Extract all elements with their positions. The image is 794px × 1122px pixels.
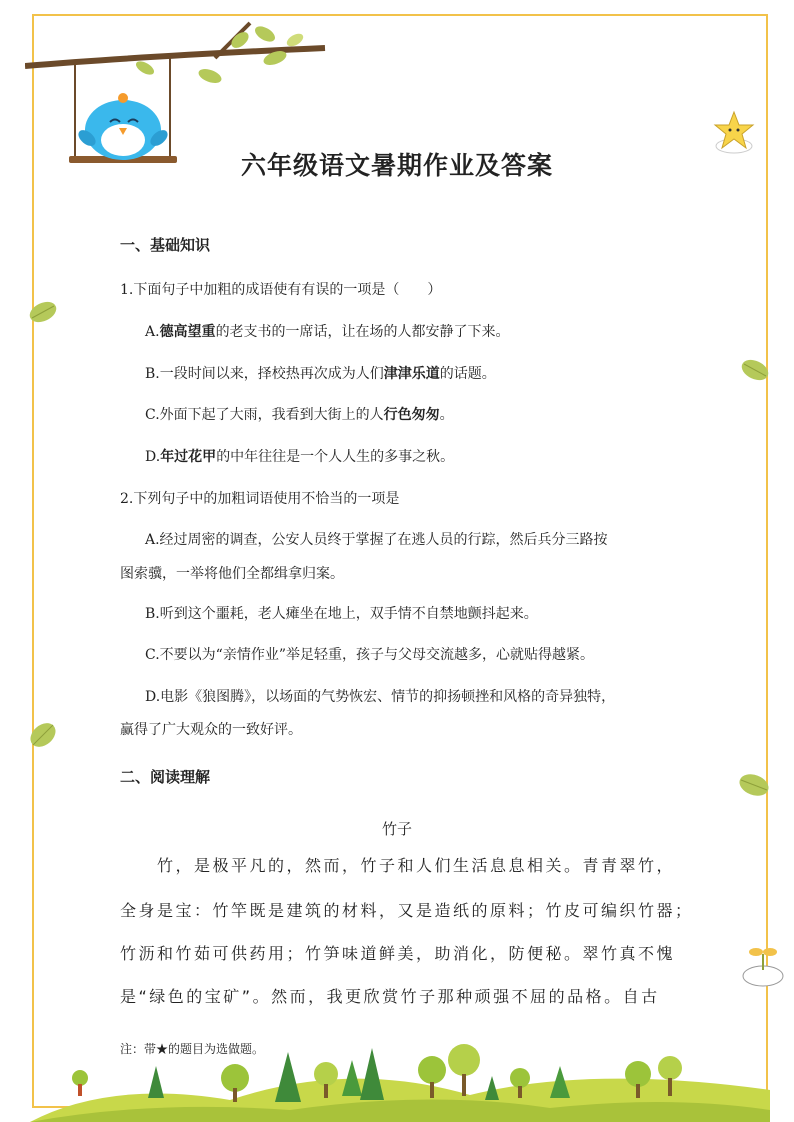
page-title: 六年级语文暑期作业及答案 [240,151,553,180]
question-2-option-a-line1: A.经过周密的调查，公安人员终于掌握了在逃人员的行踪，然后兵分三路按 [145,532,608,548]
question-2-option-d-line1: D.电影《狼图腾》，以场面的气势恢宏、情节的抑扬顿挫和风格的奇异独特， [145,689,616,705]
section-heading-reading: 二、阅读理解 [120,768,211,786]
leaf-icon [26,718,60,752]
question-1-stem: 1.下面句子中加粗的成语使有有误的一项是（ ） [120,282,442,298]
question-1-option-a: A.德高望重的老支书的一席话，让在场的人都安静了下来。 [145,324,510,340]
question-1-option-d: D.年过花甲的中年往往是一个人人生的多事之秋。 [145,449,455,465]
question-2-stem: 2.下列句子中的加粗词语使用不恰当的一项是 [120,491,400,507]
passage-title: 竹子 [381,820,412,838]
passage-line: 竹，是极平凡的，然而，竹子和人们生活息息相关。青青翠竹， [120,856,676,875]
footnote: 注：带★的题目为选做题。 [120,1042,265,1056]
leaf-icon [26,298,60,326]
question-1-option-b: B.一段时间以来，择校热再次成为人们津津乐道的话题。 [145,366,496,382]
passage-line: 竹沥和竹茹可供药用；竹笋味道鲜美，助消化，防便秘。翠竹真不愧 [120,944,676,963]
section-heading-basics: 一、基础知识 [120,236,211,254]
question-2-option-d-line2: 赢得了广大观众的一致好评。 [120,722,302,738]
passage-line: 是“绿色的宝矿”。然而，我更欣赏竹子那种顽强不屈的品格。自古 [120,987,660,1006]
leaf-icon [738,356,772,384]
question-2-option-c: C.不要以为“亲情作业”举足轻重，孩子与父母交流越多，心就贴得越紧。 [145,647,594,663]
question-2-option-a-line2: 图索骥，一举将他们全都缉拿归案。 [120,566,344,582]
question-2-option-b: B.听到这个噩耗，老人瘫坐在地上，双手情不自禁地颤抖起来。 [145,606,538,622]
sprout-icon [738,940,788,990]
passage-line: 全身是宝：竹竿既是建筑的材料，又是造纸的原料；竹皮可编织竹器； [120,901,694,920]
leaf-icon [736,770,772,800]
question-1-option-c: C.外面下起了大雨，我看到大街上的人行色匆匆。 [145,407,454,423]
